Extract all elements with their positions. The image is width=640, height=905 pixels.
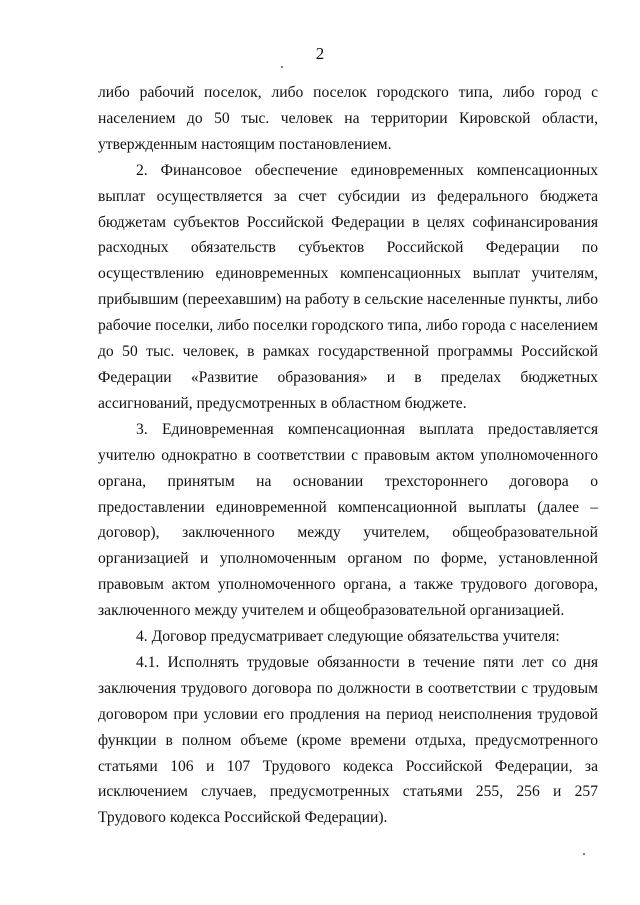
body-text	[98, 80, 598, 831]
paragraph-clause-4: 4. Договор предусматривает следующие обязательства учителя:	[136, 628, 560, 646]
scan-speck	[281, 66, 283, 68]
paragraph-continuation: либо рабочий поселок, либо поселок городского типа, либо город с населением до 50 тыс. человек на территории Кировской области, утвержденным настоящим постановлением.	[98, 84, 598, 153]
scan-speck	[583, 853, 585, 855]
paragraph-clause-3: 3. Единовременная компенсационная выплата предоставляется учителю однократно в соответствии с правовым актом уполномоченного органа, принятым на основании трехстороннего договора о предоставлении единовременной компенсационной выплаты (далее – договор), заключенного между учителем, общеобразовательной организацией и уполномоченным органом по форме, установленной правовым актом уполномоченного органа, а также трудового договора, заключенного между учителем и общеобразовательной организацией.	[98, 420, 598, 620]
page-number: 2	[315, 44, 325, 63]
paragraph-clause-4-1: 4.1. Исполнять трудовые обязанности в течение пяти лет со дня заключения трудового договора по должности в соответствии с трудовым договором при условии его продления на период неисполнения трудовой функции в полном объеме (кроме времени отдыха, предусмотренного статьями 106 и 107 Трудового кодекса Российской Федерации, за исключением случаев, предусмотренных статьями 255, 256 и 257 Трудового кодекса Российской Федерации).	[98, 653, 598, 827]
paragraph-clause-2: 2. Финансовое обеспечение единовременных компенсационных выплат осуществляется за счет субсидии из федерального бюджета бюджетам субъектов Российской Федерации в целях софинансирования расходных обязательств субъектов Российской Федерации по осуществлению единовременных компенсационных выплат учителям, прибывшим (переехавшим) на работу в сельские населенные пункты, либо рабочие поселки, либо поселки городского типа, либо города с населением до 50 тыс. человек, в рамках государственной программы Российской Федерации «Развитие образования» и в пределах бюджетных ассигнований, предусмотренных в областном бюджете.	[98, 161, 598, 412]
